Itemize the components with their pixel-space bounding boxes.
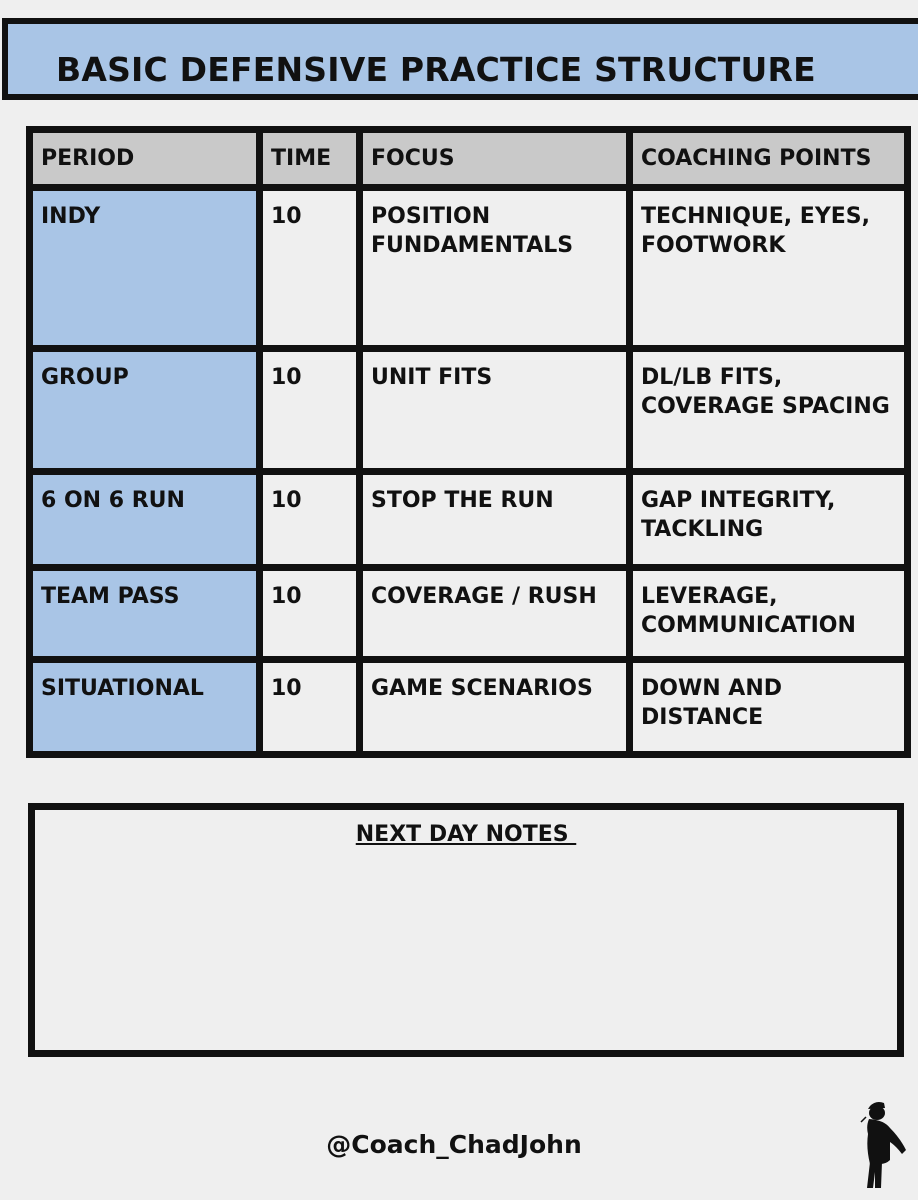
focus-cell: UNIT FITS xyxy=(360,349,630,472)
table-row xyxy=(30,188,908,349)
coaching-points-cell: GAP INTEGRITY, TACKLING xyxy=(630,472,908,568)
table-row xyxy=(30,349,908,472)
title-banner xyxy=(2,18,918,100)
table-row xyxy=(30,472,908,568)
coaching-points-cell: DL/LB FITS, COVERAGE SPACING xyxy=(630,349,908,472)
coaching-points-cell: TECHNIQUE, EYES, FOOTWORK xyxy=(630,188,908,349)
time-cell: 10 xyxy=(260,660,360,755)
coaching-points-cell: DOWN AND DISTANCE xyxy=(630,660,908,755)
header-time: TIME xyxy=(260,130,360,188)
period-cell: INDY xyxy=(30,188,260,349)
focus-cell: STOP THE RUN xyxy=(360,472,630,568)
focus-cell: POSITION FUNDAMENTALS xyxy=(360,188,630,349)
time-cell: 10 xyxy=(260,472,360,568)
header-focus: FOCUS xyxy=(360,130,630,188)
social-handle: @Coach_ChadJohn xyxy=(326,1130,582,1159)
header-coaching-points: COACHING POINTS xyxy=(630,130,908,188)
page-title: BASIC DEFENSIVE PRACTICE STRUCTURE xyxy=(56,50,816,89)
time-cell: 10 xyxy=(260,349,360,472)
focus-cell: GAME SCENARIOS xyxy=(360,660,630,755)
table-header-row xyxy=(30,130,908,188)
notes-title: NEXT DAY NOTES xyxy=(355,822,577,847)
period-cell: SITUATIONAL xyxy=(30,660,260,755)
period-cell: TEAM PASS xyxy=(30,568,260,660)
period-cell: GROUP xyxy=(30,349,260,472)
coach-silhouette-icon xyxy=(856,1098,914,1190)
time-cell: 10 xyxy=(260,568,360,660)
focus-cell: COVERAGE / RUSH xyxy=(360,568,630,660)
coaching-points-cell: LEVERAGE, COMMUNICATION xyxy=(630,568,908,660)
header-period: PERIOD xyxy=(30,130,260,188)
table-row xyxy=(30,568,908,660)
next-day-notes-box xyxy=(28,803,904,1057)
table-row xyxy=(30,660,908,755)
practice-table xyxy=(26,126,911,758)
time-cell: 10 xyxy=(260,188,360,349)
period-cell: 6 ON 6 RUN xyxy=(30,472,260,568)
